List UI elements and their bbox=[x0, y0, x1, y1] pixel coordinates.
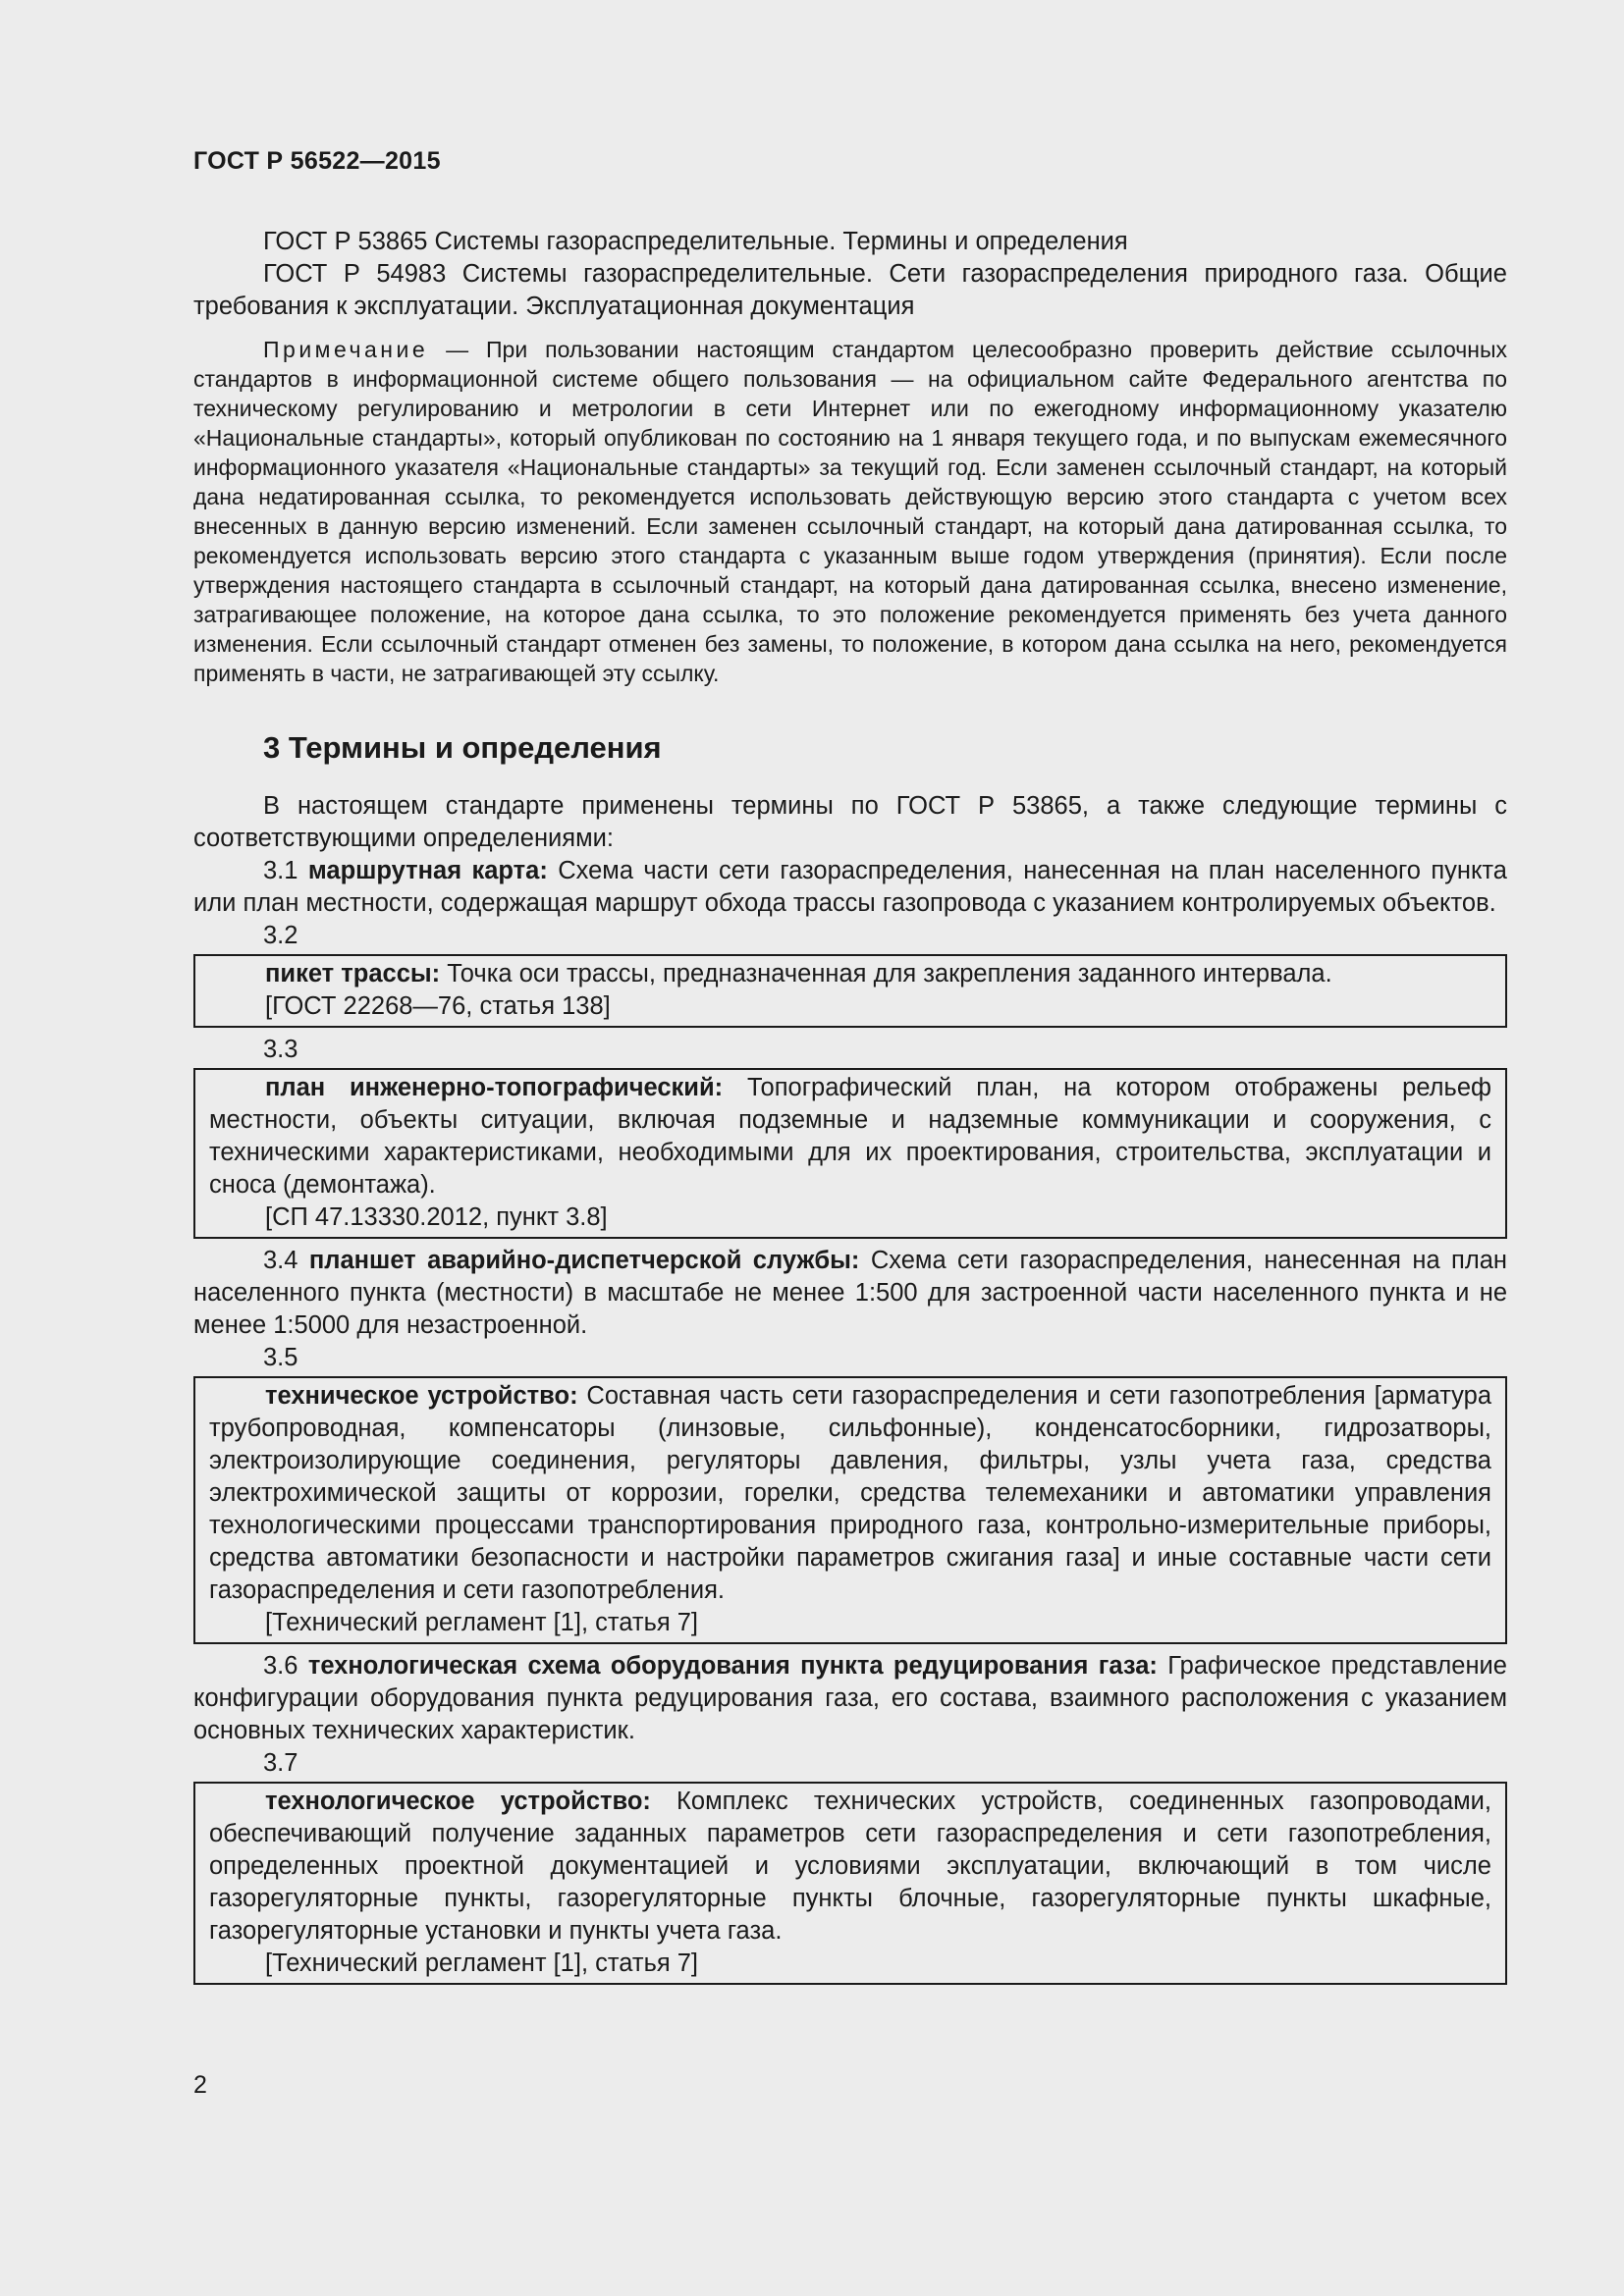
term-source: [Технический регламент [1], статья 7] bbox=[265, 1609, 699, 1636]
term-box-3-5 bbox=[193, 1376, 1507, 1644]
term-definition: Топографический план, на котором отображены рельеф местности, объекты ситуации, включая подземные и надземные коммуникации и сооружения, с техническими характеристиками, необходимыми для их проектирования, строительства, эксплуатации и сноса (демонтажа). bbox=[209, 1074, 1491, 1199]
document-header: ГОСТ Р 56522—2015 bbox=[193, 147, 441, 175]
page-number: 2 bbox=[193, 2071, 207, 2099]
term-name: технологическая схема оборудования пункта редуцирования газа: bbox=[307, 1652, 1158, 1680]
term-name: технологическое устройство: bbox=[265, 1788, 651, 1815]
term-number: 3.7 bbox=[263, 1749, 298, 1777]
term-definition: Точка оси трассы, предназначенная для закрепления заданного интервала. bbox=[440, 960, 1332, 988]
term-number: 3.6 bbox=[263, 1652, 298, 1680]
term-source: [СП 47.13330.2012, пункт 3.8] bbox=[265, 1203, 608, 1231]
reference-item: ГОСТ Р 53865 Системы газораспределительные. Термины и определения bbox=[263, 228, 1128, 255]
note-paragraph bbox=[193, 335, 1507, 688]
term-source: [Технический регламент [1], статья 7] bbox=[265, 1949, 699, 1977]
term-number: 3.4 bbox=[263, 1247, 298, 1274]
term-3-5 bbox=[209, 1380, 1491, 1607]
term-definition: Графическое представление конфигурации оборудования пункта редуцирования газа, его состава, взаимного расположения с указанием основных технических характеристик. bbox=[193, 1652, 1507, 1744]
term-definition: Комплекс технических устройств, соединенных газопроводами, обеспечивающий получение заданных параметров сети газораспределения и сети газопотребления, определенных проектной документацией и условиями эксплуатации, включающий в том числе газорегуляторные пункты, газорегуляторные пункты блочные, газорегуляторные пункты шкафные, газорегуляторные установки и пункты учета газа. bbox=[209, 1788, 1491, 1945]
term-name: пикет трассы: bbox=[265, 960, 441, 988]
term-3-6 bbox=[193, 1650, 1507, 1747]
section-intro: В настоящем стандарте применены термины по ГОСТ Р 53865, а также следующие термины с соответствующими определениями: bbox=[193, 792, 1507, 852]
term-3-2 bbox=[209, 958, 1491, 990]
term-number: 3.3 bbox=[263, 1036, 298, 1063]
section-title: 3 Термины и определения bbox=[263, 730, 662, 765]
term-name: планшет аварийно-диспетчерской службы: bbox=[308, 1247, 860, 1274]
term-number: 3.2 bbox=[263, 922, 298, 949]
term-3-7 bbox=[209, 1786, 1491, 1948]
page-content bbox=[193, 226, 1507, 1991]
note-label: Примечание bbox=[263, 337, 429, 362]
term-box-3-7 bbox=[193, 1782, 1507, 1985]
term-3-4 bbox=[193, 1245, 1507, 1342]
term-3-3 bbox=[209, 1072, 1491, 1201]
term-source: [ГОСТ 22268—76, статья 138] bbox=[265, 992, 611, 1020]
term-definition: Схема сети газораспределения, нанесенная на план населенного пункта (местности) в масштабе не менее 1:500 для застроенной части населенного пункта и не менее 1:5000 для незастроенной. bbox=[193, 1247, 1507, 1339]
term-name: техническое устройство: bbox=[265, 1382, 578, 1410]
term-definition: Схема части сети газораспределения, нанесенная на план населенного пункта или план местности, содержащая маршрут обхода трассы газопровода с указанием контролируемых объектов. bbox=[193, 857, 1507, 917]
term-3-1 bbox=[193, 855, 1507, 920]
term-definition: Составная часть сети газораспределения и сети газопотребления [арматура трубопроводная, компенсаторы (линзовые, сильфонные), конденсатосборники, гидрозатворы, электроизолирующие соединения, регуляторы давления, фильтры, узлы учета газа, средства электрохимической защиты от коррозии, горелки, средства телемеханики и автоматики управления технологическими процессами транспортирования природного газа, контрольно-измерительные приборы, средства автоматики безопасности и настройки параметров сжигания газа] и иные составные части сети газораспределения и сети газопотребления. bbox=[209, 1382, 1492, 1604]
reference-item: ГОСТ Р 54983 Системы газораспределительные. Сети газораспределения природного газа. Общие требования к эксплуатации. Эксплуатационная документация bbox=[193, 260, 1507, 320]
term-box-3-3 bbox=[193, 1068, 1507, 1239]
note-text: — При пользовании настоящим стандартом целесообразно проверить действие ссылочных стандартов в информационной системе общего пользования — на официальном сайте Федерального агентства по техническому регулированию и метрологии в сети Интернет или по ежегодному информационному указателю «Национальные стандарты», который опубликован по состоянию на 1 января текущего года, и по выпускам ежемесячного информационного указателя «Национальные стандарты» за текущий год. Если заменен ссылочный стандарт, на который дана недатированная ссылка, то рекомендуется использовать действующую версию этого стандарта с учетом всех внесенных в данную версию изменений. Если заменен ссылочный стандарт, на который дана датированная ссылка, то рекомендуется использовать версию этого стандарта с указанным выше годом утверждения (принятия). Если после утверждения настоящего стандарта в ссылочный стандарт, на который дана датированная ссылка, внесено изменение, затрагивающее положение, на которое дана ссылка, то это положение рекомендуется применять без учета данного изменения. Если ссылочный стандарт отменен без замены, то положение, в котором дана ссылка на него, рекомендуется применять в части, не затрагивающей эту ссылку. bbox=[193, 337, 1507, 686]
term-name: план инженерно-топографический: bbox=[265, 1074, 724, 1101]
term-name: маршрутная карта: bbox=[307, 857, 548, 884]
term-number: 3.1 bbox=[263, 857, 298, 884]
term-box-3-2 bbox=[193, 954, 1507, 1028]
term-number: 3.5 bbox=[263, 1344, 298, 1371]
